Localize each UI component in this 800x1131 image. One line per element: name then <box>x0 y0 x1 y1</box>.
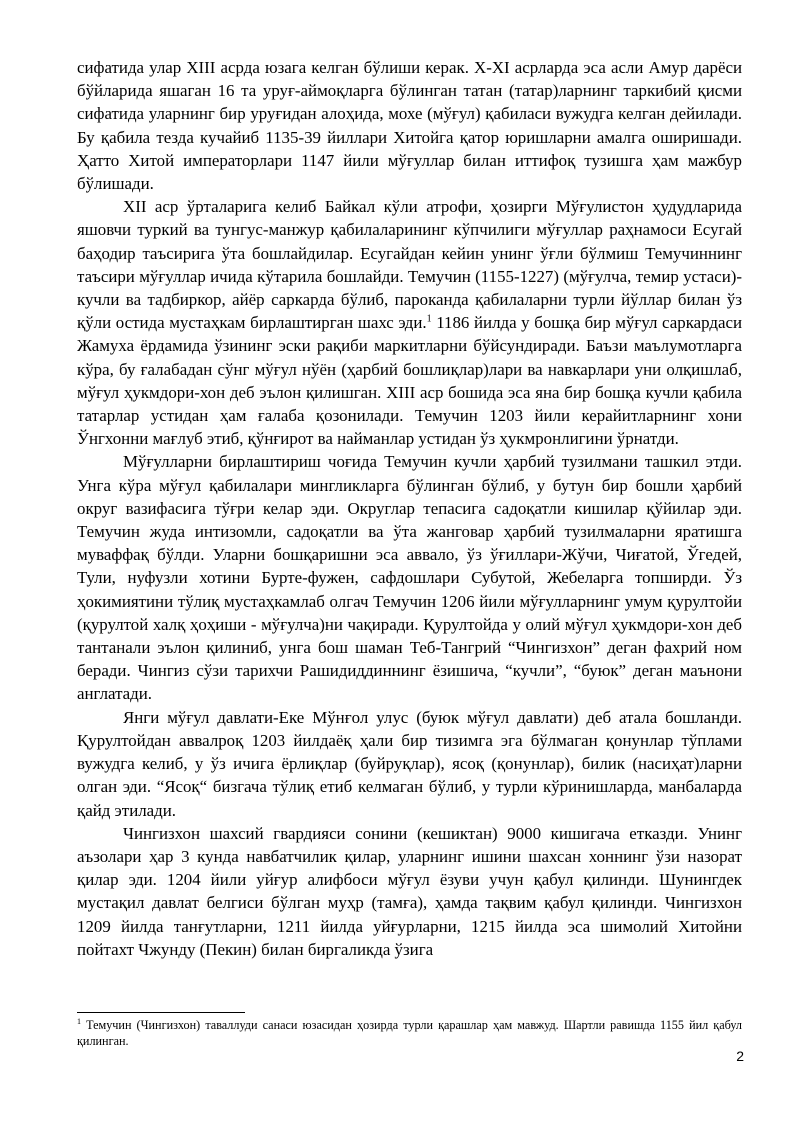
page-number: 2 <box>736 1048 744 1064</box>
footnote-text: Темучин (Чингизхон) таваллуди санаси юзасидан ҳозирда турли қарашлар ҳам мавжуд. Шартли равишда 1155 йил қабул қилинган. <box>77 1018 742 1048</box>
paragraph-5: Чингизхон шахсий гвардияси сонини (кешиктан) 9000 кишигача етказди. Унинг аъзолари ҳар 3 кунда навбатчилик қилар, уларнинг ишини шахсан хоннинг ўзи назорат қилар эди. 1204 йили уйғур алифбоси мўғул ёзуви учун қабул қилинди. Шунингдек мустақил давлат белгиси бўлган муҳр (тамға), ҳамда тақвим қабул қилинди. Чингизхон 1209 йилда танғутларни, 1211 йилда уйғурларни, 1215 йилда эса шимолий Хитойни пойтахт Чжунду (Пекин) билан биргаликда ўзига <box>77 823 742 959</box>
paragraph-1: сифатида улар XIII асрда юзага келган бўлиши керак. X-XI асрларда эса асли Амур дарёси бўйларида яшаган 16 та уруғ-аймоқларга бўлинган татан (татар)ларнинг таркибий қисми сифатида уларнинг бир уруғидан алоҳида, мохе (мўғул) қабиласи вужудга келган дейилади. Бу қабила тезда кучайиб 1135-39 йиллари Хитойга қатор юришларни амалга оширишади. Ҳатто Хитой императорлари 1147 йили мўғуллар билан иттифоқ тузишга ҳам мажбур бўлишади. <box>77 58 742 194</box>
paragraph-4: Янги мўғул давлати-Еке Мўнғол улус (буюк мўғул давлати) деб атала бошланди. Қурултойдан аввалроқ 1203 йилдаёқ ҳали бир тизимга эга бўлмаган қонунлар тўплами вужудга келиб, у ўз ичига ёрлиқлар (буйруқлар), ясоқ (қонунлар), билик (насиҳат)ларни олган эди. “Ясоқ“ бизгача тўлиқ етиб келмаган бўлиб, у турли кўринишларда, манбаларда қайд этилади. <box>77 707 742 820</box>
body-text <box>77 56 742 961</box>
footnote-reference: 1 <box>426 313 432 325</box>
paragraph-3: Мўғулларни бирлаштириш чоғида Темучин кучли ҳарбий тузилмани ташкил этди. Унга кўра мўғул қабилалари мингликларга бўлинган бўлиб, у бутун бир бошли ҳарбий округ вазифасига тўғри келар эди. Округлар тепасига садоқатли кишилар қўйилар эди. Темучин жуда интизомли, садоқатли ва ўта жанговар ҳарбий тузилмаларни яратишга муваффақ бўлди. Уларни бошқаришни эса аввало, ўз ўғиллари-Жўчи, Чиғатой, Ўгедей, Тули, нуфузли хотини Бурте-фужен, сафдошлари Субутой, Жебеларга топширди. Ўз ҳокимиятини тўлиқ мустаҳкамлаб олгач Темучин 1206 йили мўғулларнинг умум қурултойи (қурултой халқ ҳоҳиши - мўғулча)ни чақиради. Қурултойда у олий мўғул ҳукмдори-хон деб тантанали эълон қилиниб, унга бош шаман Теб-Тангрий “Чингизхон” деган фахрий ном беради. Чингиз сўзи тарихчи Рашидиддиннинг ёзишича, “кучли”, “буюк” деган маънони англатади. <box>77 452 742 704</box>
footnote-number: 1 <box>77 1016 81 1026</box>
footnote-separator <box>77 1012 245 1013</box>
paragraph-2 <box>77 195 742 450</box>
paragraph-2-part-1: XII аср ўрталарига келиб Байкал кўли атрофи, ҳозирги Мўғулистон ҳудудларида яшовчи туркий ва тунгус-манжур қабилаларининг кўпчилиги мўғуллар раҳнамоси Есугай баҳодир таъсирига ўта бошлайдилар. Есугайдан кейин унинг ўғли бўлмиш Темучиннинг таъсири мўғуллар ичида кўтарила бошлайди. Темучин (1155-1227) (мўғулча, темир устаси)-кучли ва тадбиркор, айёр саркарда бўлиб, пароканда қабилаларни турли йўллар билан ўз қўли остида мустаҳкам бирлаштирган шахс эди. <box>77 197 742 333</box>
footnote <box>77 1017 742 1049</box>
paragraph-2-part-2: 1186 йилда у бошқа бир мўғул саркардаси Жамуха ёрдамида ўзининг эски рақиби маркитларни бўйсундиради. Баъзи маълумотларга кўра, бу ғалабадан сўнг мўғул нўён (ҳарбий бошлиқлар)лари ва навкарлари уни олқишлаб, мўғул ҳукмдори-хон деб эълон қилишган. XIII аср бошида эса яна бир бошқа кучли қабила татарлар устидан ҳам ғалаба қозонилади. Темучин 1203 йили керайитларнинг хони Ўнгхонни мағлуб этиб, қўнғирот ва найманлар устидан ўз ҳукмронлигини ўрнатди. <box>77 313 743 449</box>
